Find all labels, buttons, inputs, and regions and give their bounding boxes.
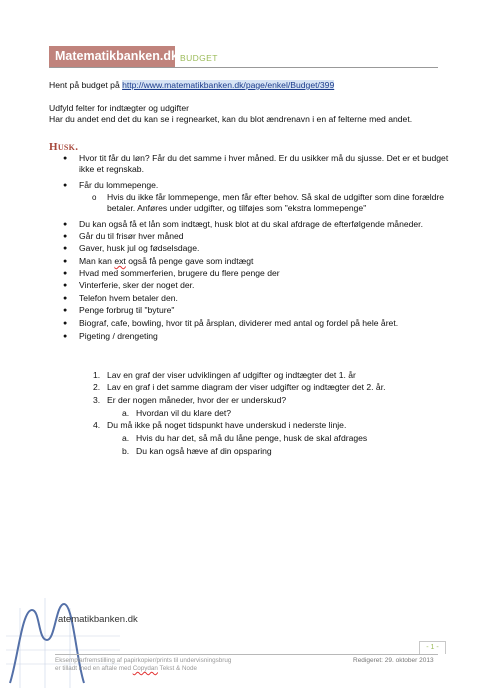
task-text: Du må ikke på noget tidspunkt have underskud i nederste linje.	[107, 420, 347, 430]
bullet-dot: ●	[63, 155, 68, 162]
intro-line	[49, 80, 334, 91]
footer-copyright-line-2	[55, 665, 197, 673]
bullet-dot: ●	[63, 295, 68, 302]
task-text: Lav en graf der viser udviklingen af udgifter og indtægter det 1. år	[107, 370, 356, 380]
spelling-error-word: ext	[114, 256, 126, 266]
header-subtitle: BUDGET	[180, 53, 218, 63]
list-item: Pigeting / drengeting	[79, 331, 158, 341]
bullet-dot: ●	[63, 282, 68, 289]
intro-line-3: Har du andet end det du kan se i regnearket, kan du blot ændrenavn i en af felterne med andet.	[49, 114, 413, 124]
list-item: ikke et regnskab.	[79, 164, 144, 174]
budget-link[interactable]: http://www.matematikbanken.dk/page/enkel/Budget/399	[122, 80, 335, 90]
task-number: 2.	[93, 382, 101, 392]
sub-list-item: betaler. Anføres under udgifter, og tilføjes som "ekstra lommepenge"	[107, 203, 367, 213]
list-item: Penge forbrug til "byture"	[79, 305, 175, 315]
footer-brand: atematikbanken.dk	[58, 614, 138, 625]
footer-text: Tekst & Node	[157, 665, 198, 672]
list-item: Hvad med sommerferien, brugere du flere penge der	[79, 268, 280, 278]
footer-copyright-line-1: Eksemplarfremstilling af papirkopier/prints til undervisningsbrug	[55, 657, 232, 664]
footer-logo-graph-icon	[0, 598, 200, 688]
list-item: Du kan også få et lån som indtægt, husk blot at du skal afdrage de efterfølgende måneder.	[79, 219, 423, 229]
task-number: 3.	[93, 395, 101, 405]
subtask-text: Hvis du har det, så må du låne penge, husk de skal afdrages	[136, 433, 368, 443]
page-number-box: - 1 -	[419, 641, 446, 654]
bullet-dot: ●	[63, 270, 68, 277]
subtask-letter: b.	[122, 446, 130, 456]
footer-text: er tilladt med en aftale med	[55, 665, 133, 672]
subtask-letter: a.	[122, 408, 130, 418]
list-item: Biograf, cafe, bowling, hvor tit på årsplan, dividerer med antal og fordel på hele året.	[79, 318, 399, 328]
header-rule	[49, 67, 438, 68]
list-item: Går du til frisør hver måned	[79, 231, 184, 241]
list-item	[79, 256, 253, 267]
bullet-dot: ●	[63, 307, 68, 314]
bullet-dot: ●	[63, 221, 68, 228]
sub-bullet-ring: o	[92, 193, 97, 202]
list-item-text: også få penge gave som indtægt	[125, 256, 254, 266]
sub-list-item: Hvis du ikke får lommepenge, men får efter behov. Så skal de udgifter som dine forældre	[107, 192, 445, 202]
list-item: Vinterferie, sker der noget der.	[79, 280, 195, 290]
list-item: Telefon hvem betaler den.	[79, 293, 178, 303]
task-number: 4.	[93, 420, 101, 430]
subtask-text: Du kan også hæve af din opsparing	[136, 446, 272, 456]
bullet-dot: ●	[63, 233, 68, 240]
bullet-dot: ●	[63, 333, 68, 340]
brand-title: Matematikbanken.dk	[55, 49, 178, 63]
task-number: 1.	[93, 370, 101, 380]
bullet-dot: ●	[63, 182, 68, 189]
bullet-dot: ●	[63, 245, 68, 252]
list-item: Får du lommepenge.	[79, 180, 159, 190]
brand-logo-box	[49, 46, 178, 68]
list-item: Hvor tit får du løn? Får du det samme i hver måned. Er du usikker må du sjusse. Det er et budget	[79, 153, 449, 163]
section-heading-husk: Husk.	[49, 141, 79, 153]
spelling-error-word: Copydan	[132, 665, 158, 672]
footer-rule	[55, 654, 438, 655]
list-item-text: Man kan	[79, 256, 115, 266]
subtask-text: Hvordan vil du klare det?	[136, 408, 232, 418]
task-text: Lav en graf i det samme diagram der viser udgifter og indtægter det 2. år.	[107, 382, 386, 392]
intro-prefix: Hent på budget på	[49, 80, 123, 90]
bullet-dot: ●	[63, 320, 68, 327]
task-text: Er der nogen måneder, hvor der er underskud?	[107, 395, 287, 405]
bullet-dot: ●	[63, 258, 68, 265]
subtask-letter: a.	[122, 433, 130, 443]
intro-line-2: Udfyld felter for indtægter og udgifter	[49, 103, 189, 113]
list-item: Gaver, husk jul og fødselsdage.	[79, 243, 200, 253]
footer-edited-date: Redigeret: 29. oktober 2013	[353, 657, 434, 664]
